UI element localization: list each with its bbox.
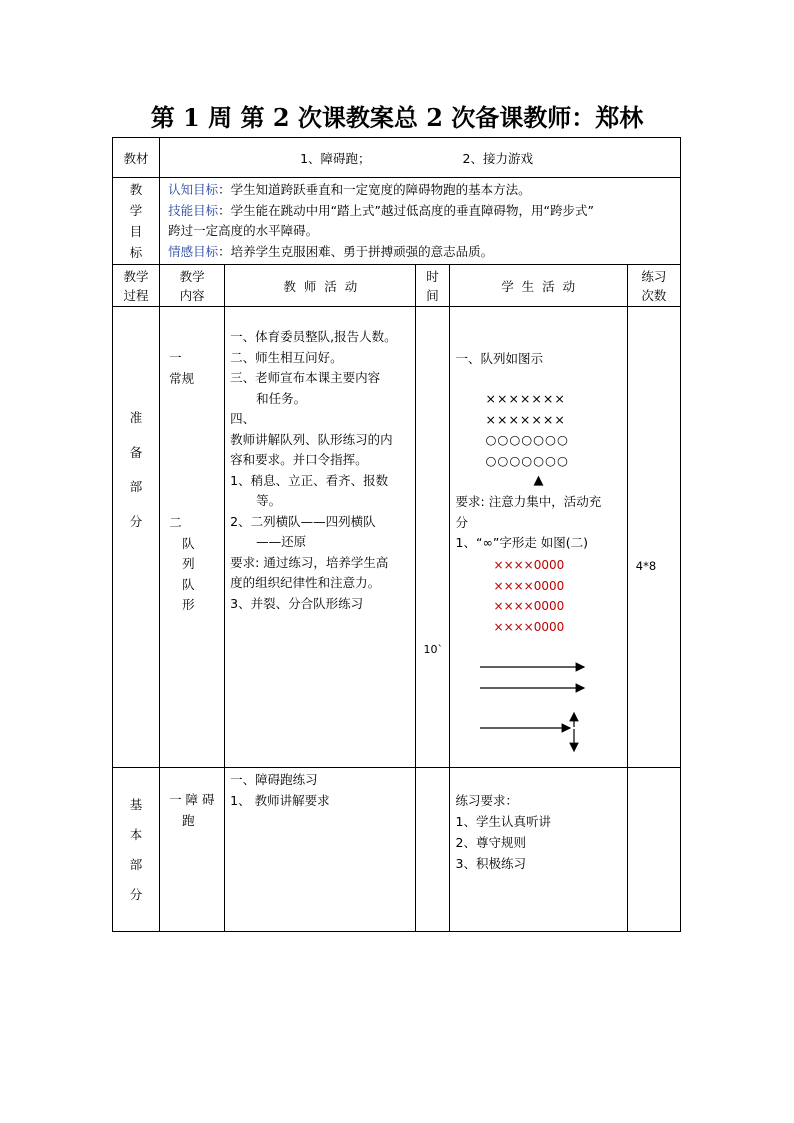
prep-student-activity <box>449 307 627 768</box>
prep-row <box>113 307 681 768</box>
cognitive-text: ：学生知道跨跃垂直和一定宽度的障碍物跑的基本方法。 <box>218 182 531 197</box>
student-line: 1、学生认真听讲 <box>455 814 551 829</box>
lesson-plan-table <box>112 137 681 932</box>
header-row <box>113 265 681 307</box>
teacher-line: 一、障碍跑练习 <box>230 772 318 787</box>
material-item-1: 1、障碍跑； <box>300 150 371 166</box>
formation-row-o: ○○○○○○○ <box>485 452 569 468</box>
header-teacher: 教 师 活 动 <box>225 265 416 307</box>
teacher-line: 一、体育委员整队,报告人数。 <box>230 329 397 344</box>
student-line: 一、队列如图示 <box>455 351 544 366</box>
objectives-label-char: 教 <box>129 182 143 197</box>
header-practice <box>627 265 680 307</box>
basic-phase <box>113 768 160 932</box>
prep-time-value: 10` <box>423 643 443 656</box>
header-content <box>160 265 225 307</box>
teacher-marker-icon: ▲ <box>533 473 544 488</box>
objectives-row <box>113 178 681 265</box>
affective-text: ：培养学生克服困难、勇于拼搏顽强的意志品质。 <box>218 243 494 259</box>
prep-phase-char: 部 <box>129 479 143 494</box>
prep-content-char: 队 <box>182 535 195 551</box>
basic-practice <box>627 768 680 932</box>
prep-content-2a: 二 <box>169 515 182 530</box>
prep-content <box>160 307 225 768</box>
teacher-line: 和任务。 <box>256 390 307 406</box>
material-row <box>113 138 681 178</box>
red-formation-row: ××××0000 <box>493 599 565 613</box>
teacher-line: 3、并裂、分合队形练习 <box>230 595 364 611</box>
header-time-1: 时 <box>426 268 439 284</box>
prep-practice <box>627 307 680 768</box>
formation-row-x: ××××××× <box>485 411 566 427</box>
basic-time <box>416 768 449 932</box>
basic-row <box>113 768 681 932</box>
header-time-2: 间 <box>426 287 439 303</box>
red-formation-row: ××××0000 <box>493 558 565 572</box>
affective-objective <box>168 242 680 263</box>
student-line: 3、积极练习 <box>455 856 526 871</box>
prep-student-req <box>456 492 602 554</box>
material-item-2: 2、接力游戏 <box>462 150 533 166</box>
teacher-line: 教师讲解队列、队形练习的内 <box>230 431 393 447</box>
basic-teacher-activity <box>225 768 416 932</box>
red-formation-row: ××××0000 <box>493 578 565 593</box>
basic-content <box>160 768 225 932</box>
teacher-line: 四、 <box>230 411 256 426</box>
header-process-2: 过程 <box>123 287 149 303</box>
teacher-line: 二、师生相互问好。 <box>230 349 343 365</box>
prep-content-char: 列 <box>182 556 195 571</box>
prep-content-1a: 一 <box>169 350 182 365</box>
prep-content-char: 队 <box>182 576 195 592</box>
skill-text-1: ：学生能在跳动中用“踏上式”越过低高度的垂直障碍物，用“跨步式” <box>218 202 594 218</box>
basic-content-b: 跑 <box>182 812 195 828</box>
formation-diagram <box>486 389 569 471</box>
teacher-line: ——还原 <box>256 534 307 549</box>
material-label: 教材 <box>113 138 160 178</box>
skill-label: 技能目标 <box>168 202 219 218</box>
figure-eight-diagram <box>494 555 565 637</box>
prep-time <box>416 307 449 768</box>
basic-phase-char: 部 <box>129 857 143 872</box>
objectives-label-char: 标 <box>129 245 143 260</box>
teacher-line: 度的组织纪律性和注意力。 <box>230 575 381 590</box>
cognitive-objective <box>168 180 680 201</box>
material-content <box>160 138 681 178</box>
objectives-content <box>160 178 681 265</box>
teacher-line: 1、稍息、立正、看齐、报数 <box>230 472 389 488</box>
objectives-label-char: 目 <box>129 224 143 239</box>
prep-content-routine <box>169 347 194 389</box>
teacher-line: 等。 <box>256 493 282 508</box>
cognitive-label: 认知目标 <box>168 182 219 197</box>
affective-label: 情感目标 <box>168 243 219 259</box>
skill-text-2: 跨过一定高度的水平障碍。 <box>168 223 319 238</box>
basic-phase-char: 本 <box>129 827 143 842</box>
prep-phase-char: 分 <box>129 513 143 529</box>
objectives-label-char: 学 <box>129 203 143 218</box>
prep-phase-char: 备 <box>129 444 143 460</box>
red-formation-row: ××××0000 <box>493 619 565 634</box>
basic-student-activity <box>449 768 627 932</box>
basic-phase-char: 基 <box>129 797 143 812</box>
header-process <box>113 265 160 307</box>
prep-student-text <box>456 349 544 370</box>
prep-content-char: 形 <box>182 597 195 612</box>
prep-content-1b: 常规 <box>169 371 195 386</box>
teacher-line: 容和要求。并口令指挥。 <box>230 452 368 467</box>
teacher-line: 要求: 通过练习，培养学生高 <box>230 554 389 570</box>
page-title: 第 1 周 第 2 次课教案总 2 次备课教师：郑林 <box>150 103 644 132</box>
prep-phase-char: 准 <box>129 410 143 425</box>
objectives-label <box>113 178 160 265</box>
skill-objective <box>168 201 680 222</box>
student-line: 分 <box>455 514 469 530</box>
header-time <box>416 265 449 307</box>
header-practice-2: 次数 <box>641 287 667 303</box>
arrow-diagram <box>474 657 594 757</box>
formation-row-o: ○○○○○○○ <box>485 432 569 447</box>
formation-row-x: ××××××× <box>485 391 566 406</box>
teacher-line: 三、老师宣布本课主要内容 <box>230 370 381 385</box>
student-line: 2、尊守规则 <box>455 835 526 850</box>
header-process-1: 教学 <box>123 268 149 284</box>
prep-practice-value: 4*8 <box>635 559 657 573</box>
prep-teacher-activity <box>225 307 416 768</box>
teacher-line: 1、 教师讲解要求 <box>230 792 330 808</box>
header-content-2: 内容 <box>179 287 205 303</box>
student-line: 练习要求： <box>455 793 519 808</box>
basic-phase-char: 分 <box>129 887 143 902</box>
prep-phase <box>113 307 160 768</box>
figure-caption: 1、“∞”字形走 如图(二) <box>455 535 589 550</box>
header-practice-1: 练习 <box>641 268 667 284</box>
teacher-line: 2、二列横队——四列横队 <box>230 513 376 529</box>
basic-content-a: 一 障 碍 <box>169 792 215 807</box>
prep-content-formation <box>169 513 195 616</box>
student-line: 要求: 注意力集中，活动充 <box>455 494 602 509</box>
header-content-1: 教学 <box>179 268 205 284</box>
header-student: 学 生 活 动 <box>449 265 627 307</box>
